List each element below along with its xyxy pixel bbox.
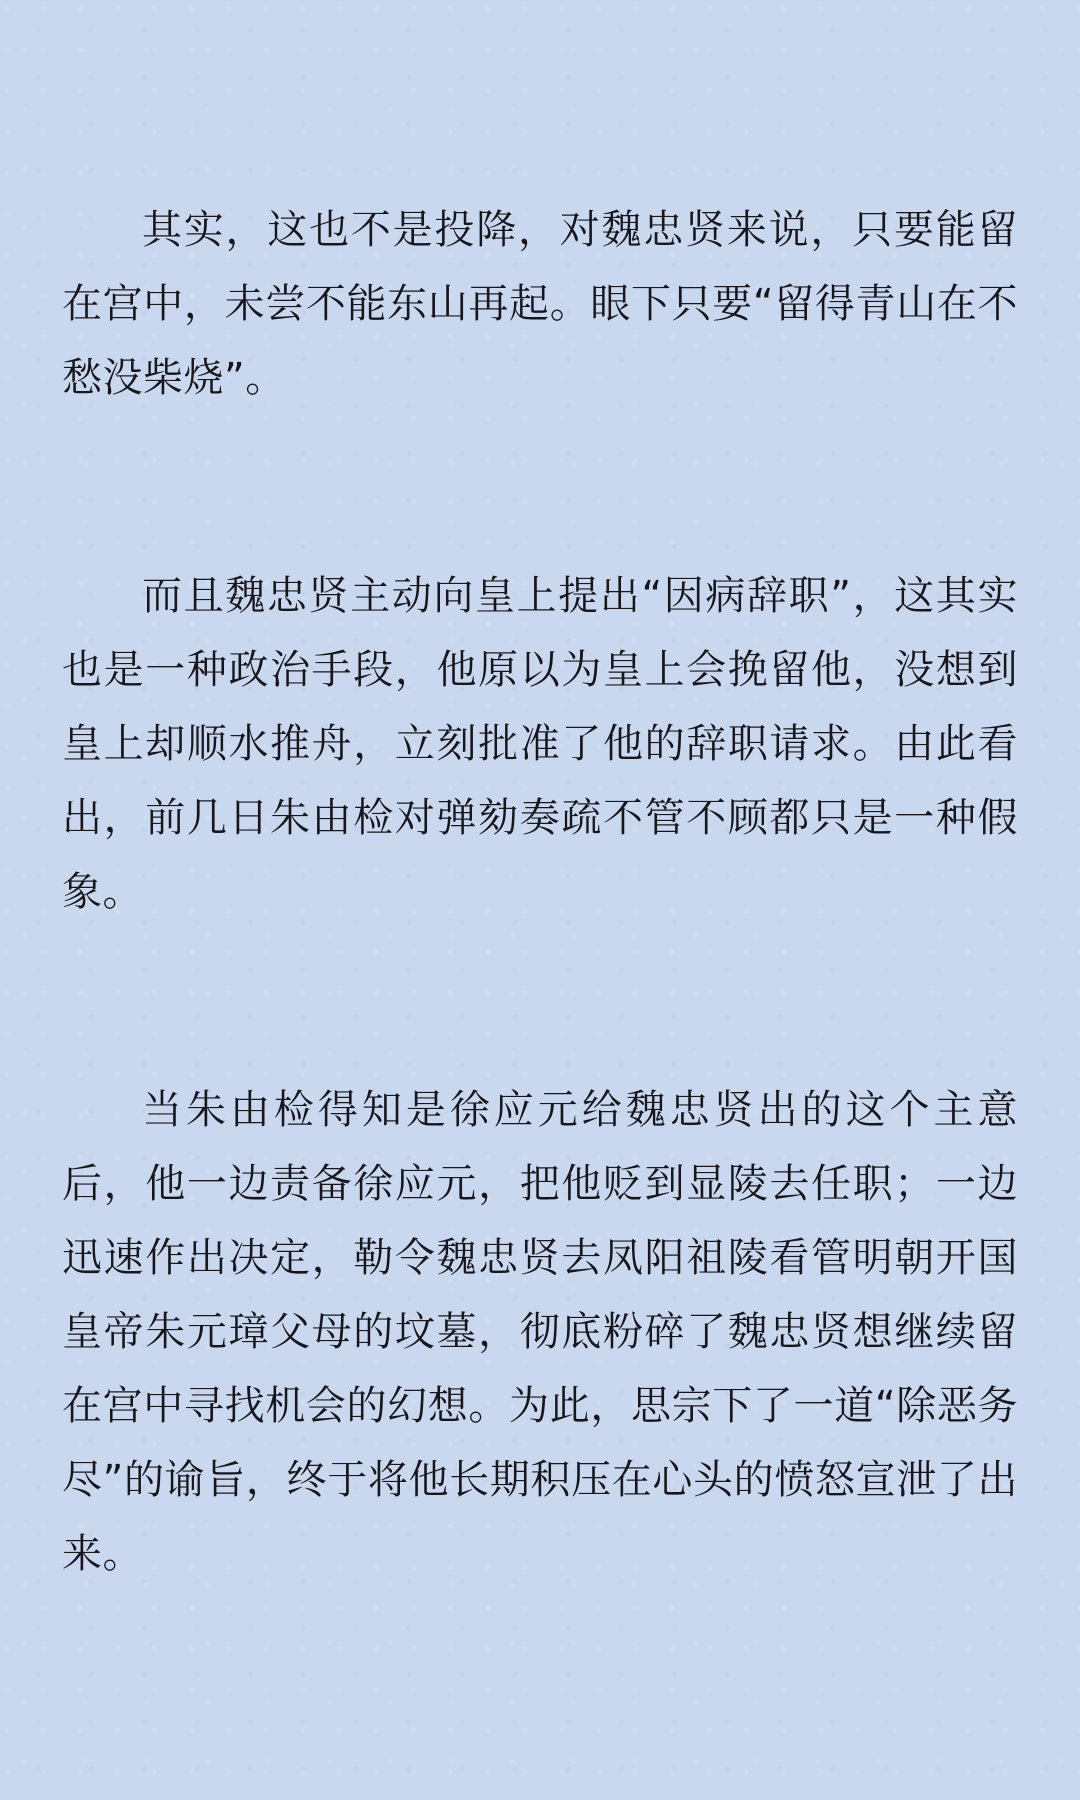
paragraph-2: 而且魏忠贤主动向皇上提出“因病辞职”，这其实也是一种政治手段，他原以为皇上会挽留他，没想到皇上却顺水推舟，立刻批准了他的辞职请求。由此看出，前几日朱由检对弹劾奏疏不管不顾都只是一种假象。 bbox=[62, 573, 1018, 915]
paragraph-3: 当朱由检得知是徐应元给魏忠贤出的这个主意后，他一边责备徐应元，把他贬到显陵去任职；一边迅速作出决定，勒令魏忠贤去凤阳祖陵看管明朝开国皇帝朱元璋父母的坟墓，彻底粉碎了魏忠贤想继续留在宫中寻找机会的幻想。为此，思宗下了一道“除恶务尽”的谕旨，终于将他长期积压在心头的愤怒宣泄了出来。 bbox=[62, 1087, 1018, 1577]
paragraph-1: 其实，这也不是投降，对魏忠贤来说，只要能留在宫中，未尝不能东山再起。眼下只要“留得青山在不愁没柴烧”。 bbox=[62, 207, 1018, 401]
